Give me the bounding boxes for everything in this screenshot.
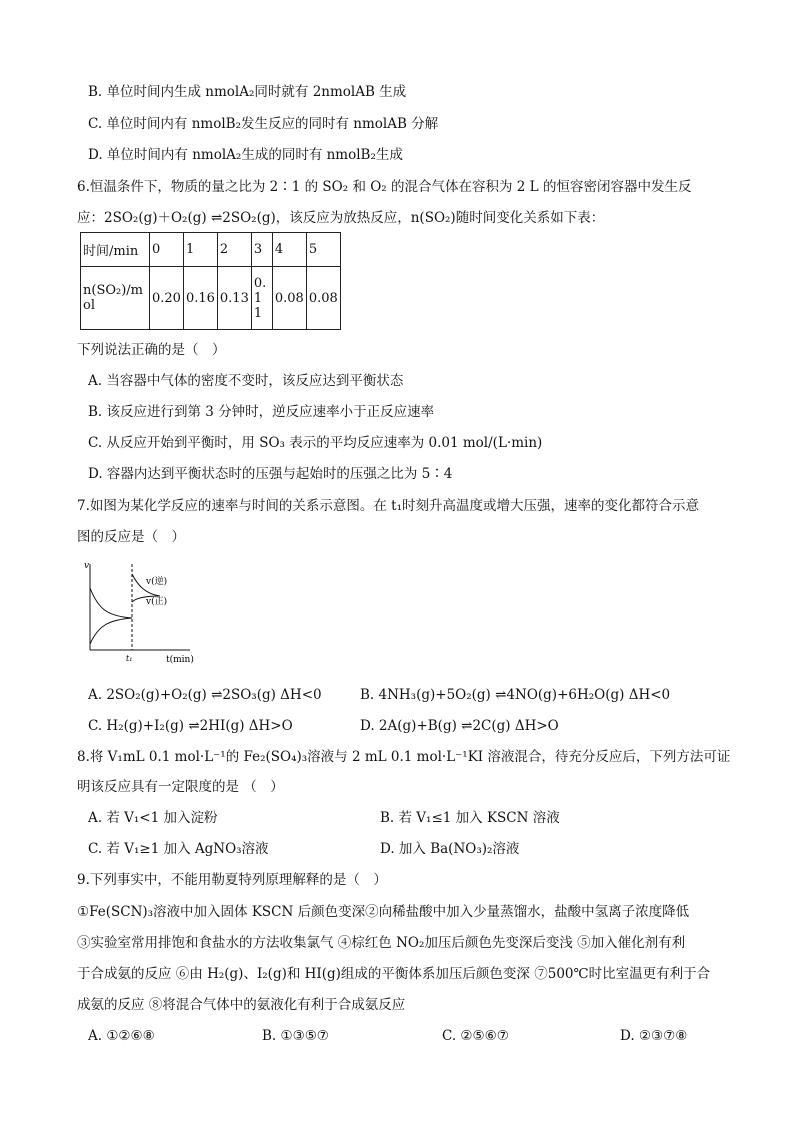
- q9-line3: 于合成氨的反应 ⑥由 H₂(g)、I₂(g)和 HI(g)组成的平衡体系加压后颜色变深 ⑦500℃时比室温更有利于合: [77, 966, 711, 982]
- x-axis-label: t(min): [166, 655, 194, 665]
- q7-stem-line2: 图的反应是（ ）: [77, 529, 185, 545]
- q6-option-b: B. 该反应进行到第 3 分钟时，逆反应速率小于正反应速率: [88, 404, 435, 420]
- table-cell: 0.16: [183, 267, 217, 330]
- table-cell: 0.08: [272, 267, 306, 330]
- q6-stem-line2: 应：2SO₂(g)＋O₂(g) ⇌2SO₂(g)，该反应为放热反应，n(SO₂)随时间变化关系如下表：: [77, 210, 605, 226]
- q8-stem-line1: 8.将 V₁mL 0.1 mol·L⁻¹的 Fe₂(SO₄)₃溶液与 2 mL 0.1 mol·L⁻¹KI 溶液混合，待充分反应后，下列方法可证: [77, 749, 731, 765]
- t1-label: t₁: [126, 654, 133, 663]
- table-cell: 0.11: [251, 267, 272, 330]
- curve-label-forward: v(正): [146, 597, 168, 607]
- table-header-cell: 0: [150, 233, 184, 267]
- table-header-cell: 4: [272, 233, 306, 267]
- q8-option-a: A. 若 V₁<1 加入淀粉: [88, 810, 218, 826]
- curve-forward-before: [90, 588, 132, 618]
- curve-reverse-before: [90, 618, 132, 644]
- table-cell: 0.13: [217, 267, 251, 330]
- table-cell: 0.20: [150, 267, 184, 330]
- q6-option-a: A. 当容器中气体的密度不变时，该反应达到平衡状态: [88, 373, 404, 389]
- q8-option-d: D. 加入 Ba(NO₃)₂溶液: [380, 841, 520, 857]
- table-row: [81, 233, 341, 267]
- q8-stem-line2: 明该反应具有一定限度的是 （ ）: [77, 779, 284, 795]
- table-cell: 0.08: [306, 267, 340, 330]
- q6-stem-line1: 6.恒温条件下，物质的量之比为 2∶1 的 SO₂ 和 O₂ 的混合气体在容积为 2 L 的恒容密闭容器中发生反: [77, 179, 692, 195]
- q5-option-c: C. 单位时间内有 nmolB₂发生反应的同时有 nmolAB 分解: [88, 116, 439, 132]
- q9-stem: 9.下列事实中，不能用勒夏特列原理解释的是（ ）: [77, 872, 387, 888]
- q9-option-a: A. ①②⑥⑧: [88, 1028, 155, 1044]
- table-header-cell: 5: [306, 233, 340, 267]
- q8-option-c: C. 若 V₁≥1 加入 AgNO₃溶液: [88, 841, 269, 857]
- q8-option-b: B. 若 V₁≤1 加入 KSCN 溶液: [380, 810, 560, 826]
- q6-option-d: D. 容器内达到平衡状态时的压强与起始时的压强之比为 5∶4: [88, 466, 453, 482]
- q6-prompt: 下列说法正确的是（ ）: [77, 342, 226, 358]
- table-header-cell: 1: [183, 233, 217, 267]
- table-header-cell: 3: [251, 233, 272, 267]
- rate-time-diagram: [84, 558, 196, 668]
- q9-option-c: C. ②⑤⑥⑦: [442, 1028, 509, 1044]
- q7-option-a: A. 2SO₂(g)+O₂(g) ⇌2SO₃(g) ΔH<0: [88, 687, 322, 703]
- table-row-label: n(SO₂)/mol: [81, 267, 150, 330]
- q9-line2: ③实验室常用排饱和食盐水的方法收集氯气 ④棕红色 NO₂加压后颜色先变深后变浅 ⑤加入催化剂有利: [77, 935, 686, 951]
- table-row: [81, 267, 341, 330]
- q7-option-b: B. 4NH₃(g)+5O₂(g) ⇌4NO(g)+6H₂O(g) ΔH<0: [360, 687, 671, 703]
- q5-option-d: D. 单位时间内有 nmolA₂生成的同时有 nmolB₂生成: [88, 147, 403, 163]
- table-header-cell: 时间/min: [81, 233, 150, 267]
- q5-option-b: B. 单位时间内生成 nmolA₂同时就有 2nmolAB 生成: [88, 84, 407, 100]
- q7-option-c: C. H₂(g)+I₂(g) ⇌2HI(g) ΔH>O: [88, 718, 293, 734]
- curve-label-reverse: v(逆): [146, 577, 168, 587]
- q6-option-c: C. 从反应开始到平衡时，用 SO₃ 表示的平均反应速率为 0.01 mol/(L·min): [88, 435, 543, 451]
- q7-option-d: D. 2A(g)+B(g) ⇌2C(g) ΔH>O: [360, 718, 559, 734]
- q9-option-b: B. ①③⑤⑦: [262, 1028, 329, 1044]
- q6-data-table: [80, 232, 341, 330]
- table-header-cell: 2: [217, 233, 251, 267]
- y-axis-label: v: [84, 561, 90, 571]
- q9-option-d: D. ②③⑦⑧: [620, 1028, 688, 1044]
- q7-stem-line1: 7.如图为某化学反应的速率与时间的关系示意图。在 t₁时刻升高温度或增大压强，速率的变化都符合示意: [77, 498, 700, 514]
- q9-line4: 成氨的反应 ⑧将混合气体中的氨液化有利于合成氨反应: [77, 997, 406, 1013]
- q9-line1: ①Fe(SCN)₃溶液中加入固体 KSCN 后颜色变深②向稀盐酸中加入少量蒸馏水，盐酸中氢离子浓度降低: [77, 904, 690, 920]
